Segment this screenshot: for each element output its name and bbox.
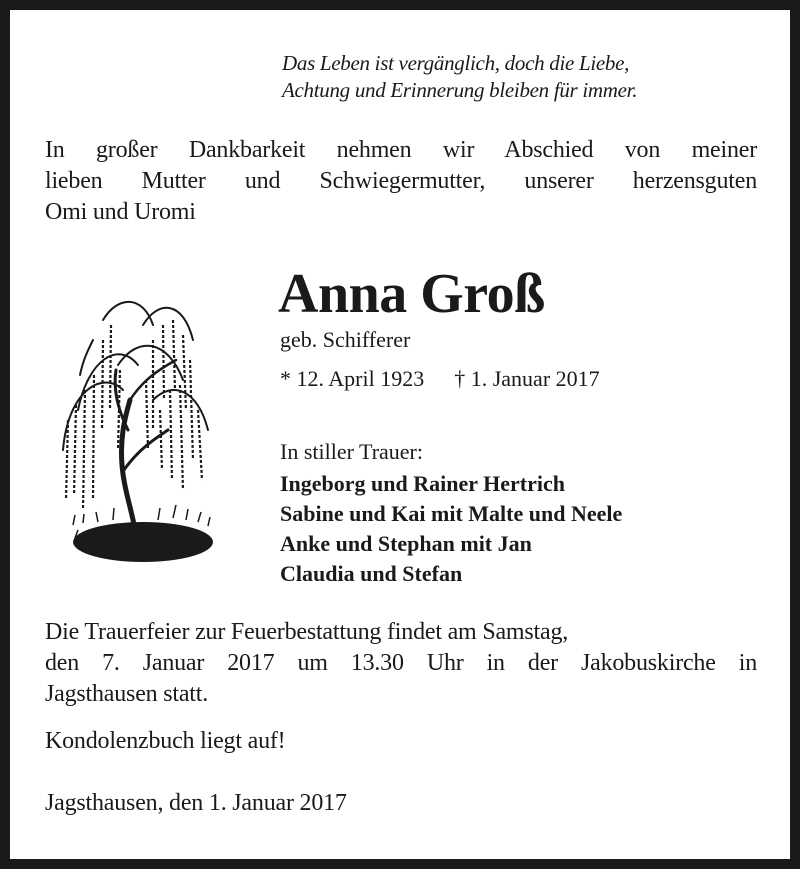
ceremony-line: Jagsthausen statt.: [45, 681, 209, 707]
deceased-name: Anna Groß: [278, 263, 545, 325]
intro-text: [45, 135, 757, 228]
intro-line: Omi und Uromi: [45, 199, 196, 225]
ceremony-info: [45, 617, 757, 710]
motto-line: Das Leben ist vergänglich, doch die Liebe,: [282, 51, 630, 75]
intro-line: In großer Dankbarkeit nehmen wir Abschied von meiner: [45, 137, 757, 163]
mourner-entry: Ingeborg und Rainer Hertrich: [280, 471, 565, 496]
intro-line: lieben Mutter und Schwiegermutter, unserer herzensguten: [45, 168, 757, 194]
obituary-notice: [10, 10, 790, 859]
mourners-list: [280, 469, 622, 589]
weeping-willow-tree-icon: [58, 280, 218, 580]
birth-date: * 12. April 1923: [280, 366, 425, 391]
ceremony-line: den 7. Januar 2017 um 13.30 Uhr in der Jakobuskirche in: [45, 650, 757, 676]
ceremony-line: Die Trauerfeier zur Feuerbestattung findet am Samstag,: [45, 619, 569, 645]
mourner-entry: Anke und Stephan mit Jan: [280, 531, 532, 556]
death-date: † 1. Januar 2017: [454, 366, 600, 391]
birth-name: geb. Schifferer: [280, 327, 411, 352]
life-dates: [280, 365, 600, 393]
mourners-label: In stiller Trauer:: [280, 439, 423, 464]
motto-quote: [282, 50, 762, 104]
mourner-entry: Claudia und Stefan: [280, 561, 463, 586]
mourner-entry: Sabine und Kai mit Malte und Neele: [280, 501, 623, 526]
condolence-note: Kondolenzbuch liegt auf!: [45, 728, 286, 754]
motto-line: Achtung und Erinnerung bleiben für immer.: [282, 78, 638, 102]
place-and-date: Jagsthausen, den 1. Januar 2017: [45, 790, 347, 816]
